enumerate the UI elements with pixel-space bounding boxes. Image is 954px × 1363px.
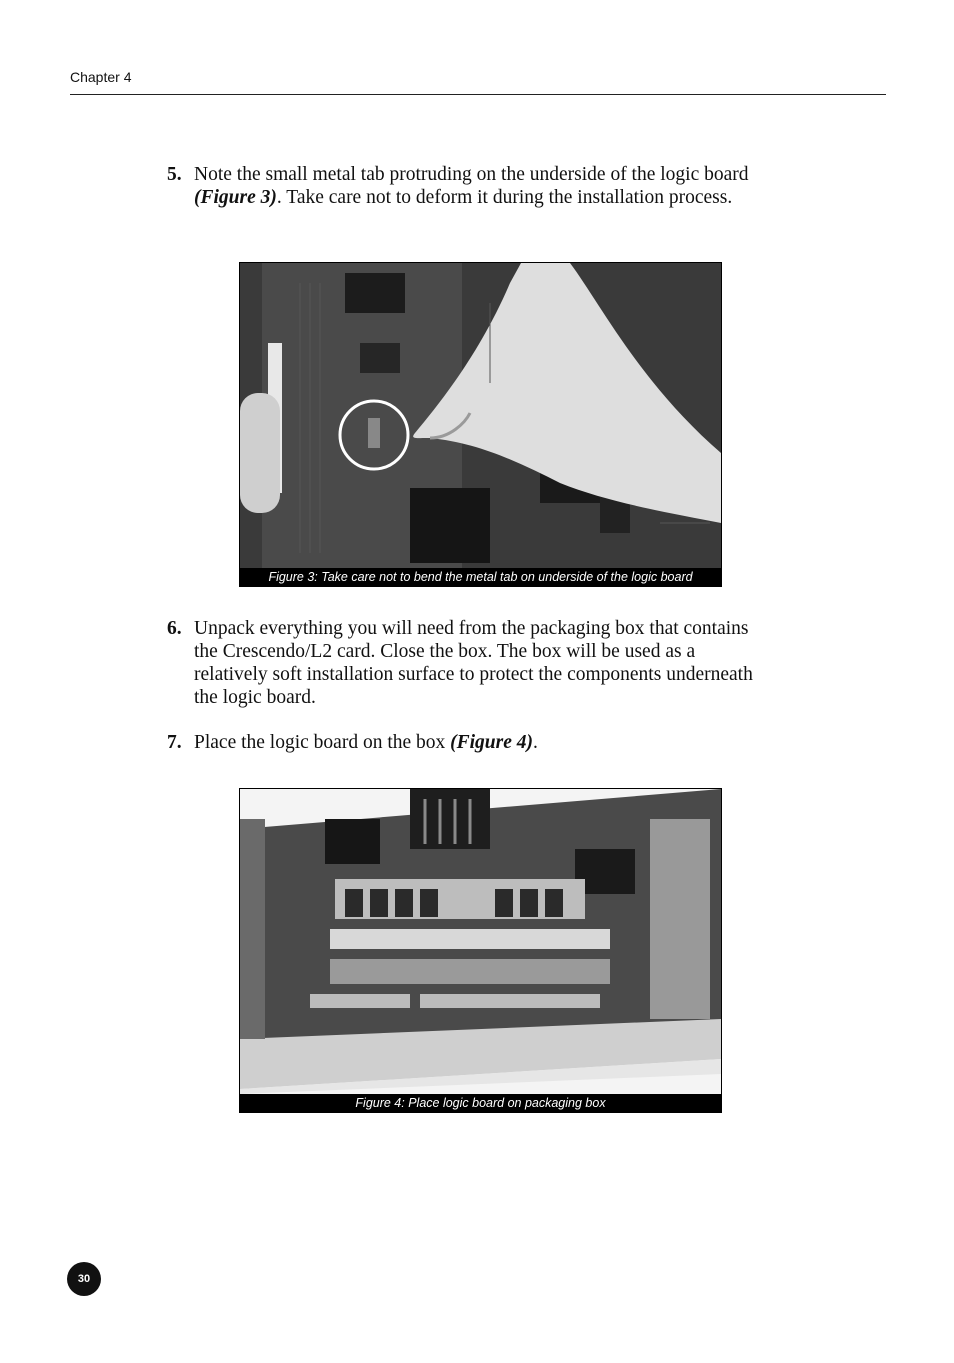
step-7 — [167, 731, 767, 757]
page-number-badge: 30 — [67, 1262, 101, 1296]
figure-3 — [239, 262, 722, 587]
step-number: 5. — [167, 164, 182, 185]
step-5 — [167, 163, 767, 235]
step-text: Note the small metal tab protruding on the underside of the logic board (Figure 3). Take care not to deform it during the installation process. — [194, 164, 749, 208]
logic-board-on-box-photo — [240, 789, 721, 1094]
step-number: 7. — [167, 732, 182, 753]
header-rule — [70, 94, 886, 95]
logic-board-underside-photo — [240, 263, 721, 568]
figure-reference: (Figure 3) — [194, 187, 277, 208]
step-6 — [167, 617, 767, 712]
step-number: 6. — [167, 618, 182, 639]
figure-caption: Figure 3: Take care not to bend the metal tab on underside of the logic board — [240, 568, 721, 586]
figure-reference: (Figure 4) — [450, 732, 534, 753]
step-text: Unpack everything you will need from the packaging box that contains the Crescendo/L2 card. Close the box. The box will be used as a relatively soft installation surface to protect the components underneath the logic board. — [194, 618, 753, 708]
chapter-label: Chapter 4 — [70, 69, 132, 85]
figure-4 — [239, 788, 722, 1113]
step-text: Place the logic board on the box (Figure 4). — [194, 732, 538, 753]
figure-caption: Figure 4: Place logic board on packaging box — [240, 1094, 721, 1112]
